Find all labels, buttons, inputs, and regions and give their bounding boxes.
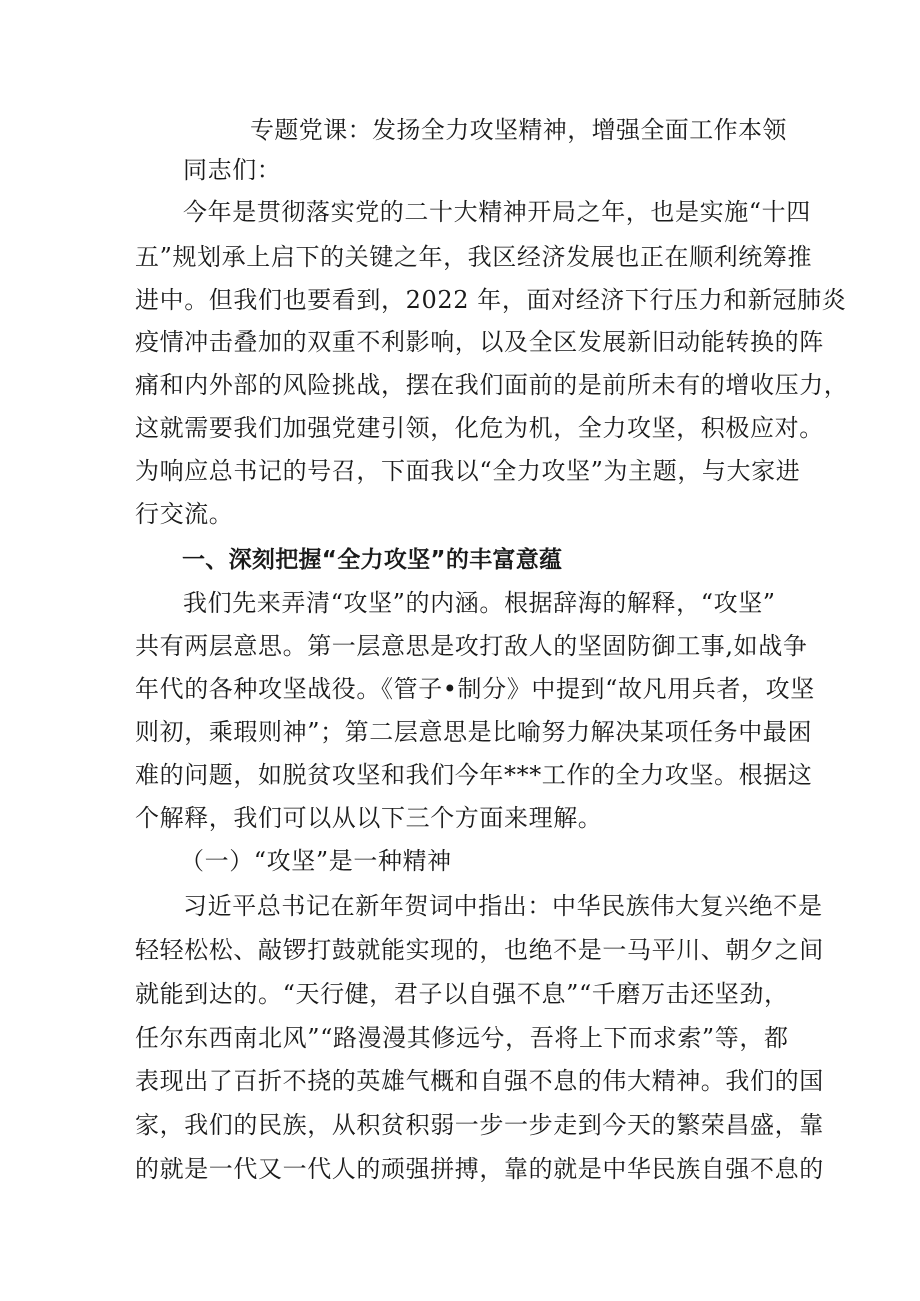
paragraph-line: 我们先来弄清“攻坚”的内涵。根据辞海的解释，“攻坚”	[183, 589, 776, 617]
paragraph-line: 表现出了百折不挠的英雄气概和自强不息的伟大精神。我们的国	[135, 1067, 824, 1095]
paragraph-line: 疫情冲击叠加的双重不利影响，以及全区发展新旧动能转换的阵	[135, 328, 824, 356]
paragraph-line: 年代的各种攻坚战役。《管子•制分》中提到“故凡用兵者，攻坚	[135, 675, 815, 703]
paragraph-line: 个解释，我们可以从以下三个方面来理解。	[135, 804, 603, 832]
paragraph-line: 家，我们的民族，从积贫积弱一步一步走到今天的繁荣昌盛，靠	[135, 1111, 824, 1139]
paragraph-line: 就能到达的。“天行健，君子以自强不息”“千磨万击还坚劲，	[135, 980, 789, 1008]
paragraph-line: 为响应总书记的号召，下面我以“全力攻坚”为主题，与大家进	[135, 457, 801, 485]
paragraph-line: 五”规划承上启下的关键之年，我区经济发展也正在顺利统筹推	[135, 243, 813, 271]
paragraph-line: 的就是一代又一代人的顽强拼搏，靠的就是中华民族自强不息的	[135, 1155, 824, 1183]
paragraph-line: 痛和内外部的风险挑战，摆在我们面前的是前所未有的增收压力，	[135, 371, 849, 399]
paragraph-line: 这就需要我们加强党建引领，化危为机，全力攻坚，积极应对。	[135, 414, 824, 442]
paragraph-line: 任尔东西南北风”“路漫漫其修远兮，吾将上下而求索”等，都	[135, 1024, 789, 1052]
paragraph-line: 今年是贯彻落实党的二十大精神开局之年，也是实施“十四	[183, 198, 811, 226]
salutation: 同志们：	[183, 156, 282, 184]
paragraph-line: 共有两层意思。第一层意思是攻打敌人的坚固防御工事,如战争	[135, 632, 808, 660]
paragraph-line: 则初，乘瑕则神”；第二层意思是比喻努力解决某项任务中最困	[135, 718, 813, 746]
section-heading: 一、深刻把握“全力攻坚”的丰富意蕴	[182, 547, 563, 573]
paragraph-line: 进中。但我们也要看到，2022 年，面对经济下行压力和新冠肺炎	[135, 286, 847, 314]
paragraph-line: 行交流。	[135, 500, 234, 528]
paragraph-line: 难的问题，如脱贫攻坚和我们今年***工作的全力攻坚。根据这	[135, 761, 813, 789]
subsection-heading: （一）“攻坚”是一种精神	[180, 847, 452, 875]
page-title: 专题党课：发扬全力攻坚精神，增强全面工作本领	[250, 116, 787, 144]
paragraph-line: 习近平总书记在新年贺词中指出：中华民族伟大复兴绝不是	[183, 892, 823, 920]
paragraph-line: 轻轻松松、敲锣打鼓就能实现的，也绝不是一马平川、朝夕之间	[135, 936, 824, 964]
